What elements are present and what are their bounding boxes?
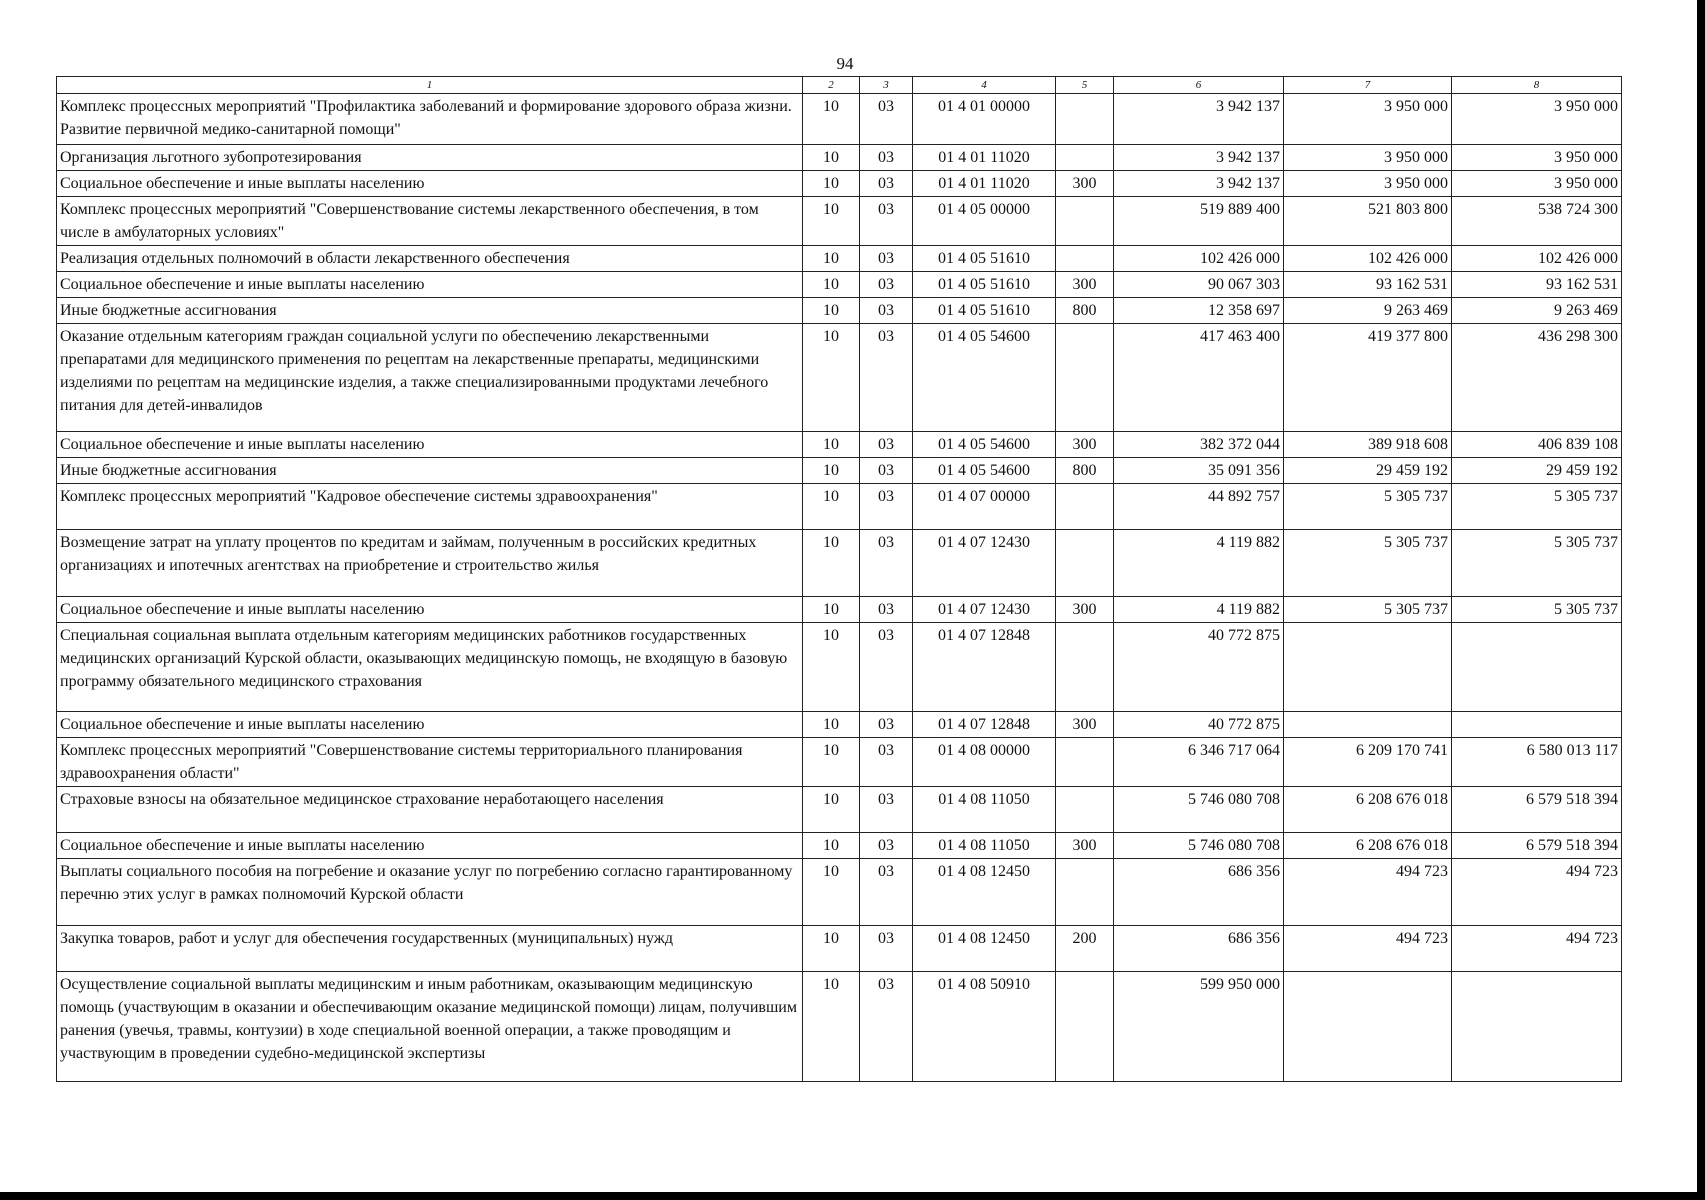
amount-year1-cell: 44 892 757	[1114, 484, 1284, 530]
amount-year3-cell: 494 723	[1452, 926, 1622, 972]
row-name-cell: Осуществление социальной выплаты медицинским и иным работникам, оказывающим медицинскую помощь (участвующим в оказании и обеспечивающим оказание медицинской помощи) лицам, получившим ранения (увечья, травмы, контузии) в ходе специальной военной операции, а также проводящим и участвующим в проведении судебно-медицинской экспертизы	[57, 972, 803, 1082]
column-number-cell: 1	[57, 77, 803, 94]
target-article-code-cell: 01 4 05 00000	[913, 197, 1056, 246]
expense-type-code-cell	[1056, 197, 1114, 246]
expense-type-code-cell: 800	[1056, 458, 1114, 484]
amount-year3-cell: 436 298 300	[1452, 324, 1622, 432]
table-row	[57, 484, 1622, 530]
table-row	[57, 298, 1622, 324]
amount-year2-cell: 93 162 531	[1284, 272, 1452, 298]
subsection-code-cell: 03	[860, 484, 913, 530]
subsection-code-cell: 03	[860, 738, 913, 787]
amount-year1-cell: 12 358 697	[1114, 298, 1284, 324]
amount-year3-cell: 29 459 192	[1452, 458, 1622, 484]
column-number-cell: 2	[803, 77, 860, 94]
amount-year3-cell: 494 723	[1452, 859, 1622, 926]
table-row	[57, 623, 1622, 712]
expense-type-code-cell	[1056, 94, 1114, 145]
amount-year2-cell	[1284, 972, 1452, 1082]
table-row	[57, 530, 1622, 597]
row-name-cell: Социальное обеспечение и иные выплаты населению	[57, 432, 803, 458]
amount-year2-cell: 3 950 000	[1284, 145, 1452, 171]
row-name-cell: Специальная социальная выплата отдельным категориям медицинских работников государственных медицинских организаций Курской области, оказывающих медицинскую помощь, не входящую в базовую программу обязательного медицинского страхования	[57, 623, 803, 712]
row-name-cell: Иные бюджетные ассигнования	[57, 298, 803, 324]
amount-year3-cell: 9 263 469	[1452, 298, 1622, 324]
row-name-cell: Оказание отдельным категориям граждан социальной услуги по обеспечению лекарственными препаратами для медицинского применения по рецептам на лекарственные препараты, медицинскими изделиями по рецептам на медицинские изделия, а также специализированными продуктами лечебного питания для детей-инвалидов	[57, 324, 803, 432]
column-number-cell: 8	[1452, 77, 1622, 94]
target-article-code-cell: 01 4 08 11050	[913, 787, 1056, 833]
amount-year3-cell: 93 162 531	[1452, 272, 1622, 298]
page-frame-right	[1697, 0, 1705, 1200]
section-code-cell: 10	[803, 712, 860, 738]
target-article-code-cell: 01 4 01 00000	[913, 94, 1056, 145]
table-row	[57, 738, 1622, 787]
target-article-code-cell: 01 4 08 12450	[913, 859, 1056, 926]
amount-year2-cell: 3 950 000	[1284, 94, 1452, 145]
row-name-cell: Социальное обеспечение и иные выплаты населению	[57, 171, 803, 197]
subsection-code-cell: 03	[860, 145, 913, 171]
target-article-code-cell: 01 4 08 11050	[913, 833, 1056, 859]
target-article-code-cell: 01 4 01 11020	[913, 171, 1056, 197]
row-name-cell: Комплекс процессных мероприятий "Профилактика заболеваний и формирование здорового образа жизни. Развитие первичной медико-санитарной помощи"	[57, 94, 803, 145]
subsection-code-cell: 03	[860, 298, 913, 324]
subsection-code-cell: 03	[860, 712, 913, 738]
section-code-cell: 10	[803, 171, 860, 197]
section-code-cell: 10	[803, 458, 860, 484]
section-code-cell: 10	[803, 926, 860, 972]
target-article-code-cell: 01 4 05 51610	[913, 298, 1056, 324]
amount-year3-cell: 3 950 000	[1452, 171, 1622, 197]
amount-year1-cell: 686 356	[1114, 859, 1284, 926]
amount-year2-cell: 5 305 737	[1284, 530, 1452, 597]
row-name-cell: Комплекс процессных мероприятий "Совершенствование системы территориального планирования здравоохранения области"	[57, 738, 803, 787]
section-code-cell: 10	[803, 298, 860, 324]
row-name-cell: Комплекс процессных мероприятий "Совершенствование системы лекарственного обеспечения, в том числе в амбулаторных условиях"	[57, 197, 803, 246]
target-article-code-cell: 01 4 01 11020	[913, 145, 1056, 171]
expense-type-code-cell	[1056, 530, 1114, 597]
page-frame-bottom	[0, 1192, 1705, 1200]
amount-year3-cell: 5 305 737	[1452, 530, 1622, 597]
amount-year3-cell: 3 950 000	[1452, 94, 1622, 145]
column-number-cell: 7	[1284, 77, 1452, 94]
expense-type-code-cell	[1056, 738, 1114, 787]
amount-year1-cell: 599 950 000	[1114, 972, 1284, 1082]
amount-year2-cell: 9 263 469	[1284, 298, 1452, 324]
target-article-code-cell: 01 4 07 12848	[913, 712, 1056, 738]
subsection-code-cell: 03	[860, 530, 913, 597]
expense-type-code-cell	[1056, 972, 1114, 1082]
table-row	[57, 324, 1622, 432]
section-code-cell: 10	[803, 197, 860, 246]
amount-year2-cell: 389 918 608	[1284, 432, 1452, 458]
table-row	[57, 597, 1622, 623]
row-name-cell: Социальное обеспечение и иные выплаты населению	[57, 712, 803, 738]
amount-year1-cell: 5 746 080 708	[1114, 833, 1284, 859]
section-code-cell: 10	[803, 432, 860, 458]
subsection-code-cell: 03	[860, 272, 913, 298]
section-code-cell: 10	[803, 324, 860, 432]
amount-year2-cell: 6 209 170 741	[1284, 738, 1452, 787]
amount-year3-cell: 5 305 737	[1452, 597, 1622, 623]
amount-year1-cell: 3 942 137	[1114, 171, 1284, 197]
section-code-cell: 10	[803, 530, 860, 597]
expense-type-code-cell	[1056, 484, 1114, 530]
table-row	[57, 972, 1622, 1082]
amount-year1-cell: 686 356	[1114, 926, 1284, 972]
row-name-cell: Возмещение затрат на уплату процентов по кредитам и займам, полученным в российских кредитных организациях и ипотечных агентствах на приобретение и строительство жилья	[57, 530, 803, 597]
expense-type-code-cell: 300	[1056, 171, 1114, 197]
amount-year3-cell: 6 579 518 394	[1452, 833, 1622, 859]
amount-year3-cell: 406 839 108	[1452, 432, 1622, 458]
column-number-cell: 4	[913, 77, 1056, 94]
table-row	[57, 94, 1622, 145]
amount-year2-cell: 5 305 737	[1284, 484, 1452, 530]
section-code-cell: 10	[803, 859, 860, 926]
subsection-code-cell: 03	[860, 171, 913, 197]
target-article-code-cell: 01 4 05 54600	[913, 432, 1056, 458]
row-name-cell: Иные бюджетные ассигнования	[57, 458, 803, 484]
expense-type-code-cell: 800	[1056, 298, 1114, 324]
amount-year2-cell: 494 723	[1284, 926, 1452, 972]
amount-year3-cell: 102 426 000	[1452, 246, 1622, 272]
page-number: 94	[836, 54, 854, 73]
subsection-code-cell: 03	[860, 324, 913, 432]
amount-year1-cell: 90 067 303	[1114, 272, 1284, 298]
row-name-cell: Закупка товаров, работ и услуг для обеспечения государственных (муниципальных) нужд	[57, 926, 803, 972]
amount-year1-cell: 4 119 882	[1114, 530, 1284, 597]
subsection-code-cell: 03	[860, 246, 913, 272]
amount-year1-cell: 417 463 400	[1114, 324, 1284, 432]
amount-year2-cell: 494 723	[1284, 859, 1452, 926]
table-row	[57, 712, 1622, 738]
table-row	[57, 145, 1622, 171]
table-row	[57, 458, 1622, 484]
section-code-cell: 10	[803, 145, 860, 171]
subsection-code-cell: 03	[860, 787, 913, 833]
amount-year3-cell: 3 950 000	[1452, 145, 1622, 171]
table-row	[57, 197, 1622, 246]
expense-type-code-cell: 300	[1056, 833, 1114, 859]
table-row	[57, 171, 1622, 197]
amount-year2-cell: 3 950 000	[1284, 171, 1452, 197]
section-code-cell: 10	[803, 597, 860, 623]
table-row	[57, 432, 1622, 458]
amount-year1-cell: 6 346 717 064	[1114, 738, 1284, 787]
amount-year3-cell: 6 580 013 117	[1452, 738, 1622, 787]
target-article-code-cell: 01 4 08 12450	[913, 926, 1056, 972]
amount-year1-cell: 102 426 000	[1114, 246, 1284, 272]
amount-year2-cell: 29 459 192	[1284, 458, 1452, 484]
amount-year2-cell: 521 803 800	[1284, 197, 1452, 246]
section-code-cell: 10	[803, 787, 860, 833]
row-name-cell: Комплекс процессных мероприятий "Кадровое обеспечение системы здравоохранения"	[57, 484, 803, 530]
amount-year2-cell: 5 305 737	[1284, 597, 1452, 623]
target-article-code-cell: 01 4 05 51610	[913, 272, 1056, 298]
column-number-cell: 5	[1056, 77, 1114, 94]
section-code-cell: 10	[803, 738, 860, 787]
row-name-cell: Социальное обеспечение и иные выплаты населению	[57, 833, 803, 859]
subsection-code-cell: 03	[860, 94, 913, 145]
expense-type-code-cell	[1056, 859, 1114, 926]
table-row	[57, 859, 1622, 926]
subsection-code-cell: 03	[860, 859, 913, 926]
section-code-cell: 10	[803, 972, 860, 1082]
target-article-code-cell: 01 4 05 54600	[913, 324, 1056, 432]
subsection-code-cell: 03	[860, 432, 913, 458]
section-code-cell: 10	[803, 484, 860, 530]
column-number-cell: 6	[1114, 77, 1284, 94]
amount-year2-cell	[1284, 712, 1452, 738]
amount-year1-cell: 35 091 356	[1114, 458, 1284, 484]
table-row	[57, 272, 1622, 298]
table-row	[57, 246, 1622, 272]
subsection-code-cell: 03	[860, 972, 913, 1082]
expense-type-code-cell	[1056, 246, 1114, 272]
amount-year3-cell: 538 724 300	[1452, 197, 1622, 246]
amount-year1-cell: 3 942 137	[1114, 94, 1284, 145]
expense-type-code-cell	[1056, 623, 1114, 712]
expense-type-code-cell: 200	[1056, 926, 1114, 972]
row-name-cell: Выплаты социального пособия на погребение и оказание услуг по погребению согласно гарантированному перечню этих услуг в рамках полномочий Курской области	[57, 859, 803, 926]
expense-type-code-cell: 300	[1056, 272, 1114, 298]
amount-year1-cell: 40 772 875	[1114, 712, 1284, 738]
row-name-cell: Социальное обеспечение и иные выплаты населению	[57, 597, 803, 623]
table-row	[57, 833, 1622, 859]
target-article-code-cell: 01 4 07 12848	[913, 623, 1056, 712]
amount-year2-cell: 102 426 000	[1284, 246, 1452, 272]
row-name-cell: Организация льготного зубопротезирования	[57, 145, 803, 171]
column-number-cell: 3	[860, 77, 913, 94]
budget-table	[56, 76, 1622, 1082]
subsection-code-cell: 03	[860, 458, 913, 484]
expense-type-code-cell	[1056, 787, 1114, 833]
subsection-code-cell: 03	[860, 926, 913, 972]
section-code-cell: 10	[803, 246, 860, 272]
target-article-code-cell: 01 4 05 54600	[913, 458, 1056, 484]
amount-year3-cell	[1452, 623, 1622, 712]
target-article-code-cell: 01 4 08 50910	[913, 972, 1056, 1082]
target-article-code-cell: 01 4 08 00000	[913, 738, 1056, 787]
column-number-row	[57, 77, 1622, 94]
subsection-code-cell: 03	[860, 597, 913, 623]
row-name-cell: Страховые взносы на обязательное медицинское страхование неработающего населения	[57, 787, 803, 833]
section-code-cell: 10	[803, 833, 860, 859]
expense-type-code-cell: 300	[1056, 432, 1114, 458]
subsection-code-cell: 03	[860, 623, 913, 712]
amount-year3-cell: 5 305 737	[1452, 484, 1622, 530]
section-code-cell: 10	[803, 272, 860, 298]
table-row	[57, 926, 1622, 972]
amount-year1-cell: 40 772 875	[1114, 623, 1284, 712]
expense-type-code-cell	[1056, 145, 1114, 171]
section-code-cell: 10	[803, 94, 860, 145]
amount-year3-cell: 6 579 518 394	[1452, 787, 1622, 833]
section-code-cell: 10	[803, 623, 860, 712]
target-article-code-cell: 01 4 07 00000	[913, 484, 1056, 530]
amount-year2-cell: 6 208 676 018	[1284, 833, 1452, 859]
amount-year1-cell: 3 942 137	[1114, 145, 1284, 171]
amount-year1-cell: 519 889 400	[1114, 197, 1284, 246]
amount-year2-cell: 6 208 676 018	[1284, 787, 1452, 833]
expense-type-code-cell: 300	[1056, 597, 1114, 623]
amount-year2-cell: 419 377 800	[1284, 324, 1452, 432]
table-row	[57, 787, 1622, 833]
amount-year1-cell: 4 119 882	[1114, 597, 1284, 623]
amount-year3-cell	[1452, 972, 1622, 1082]
target-article-code-cell: 01 4 07 12430	[913, 530, 1056, 597]
row-name-cell: Реализация отдельных полномочий в области лекарственного обеспечения	[57, 246, 803, 272]
amount-year2-cell	[1284, 623, 1452, 712]
expense-type-code-cell	[1056, 324, 1114, 432]
amount-year1-cell: 5 746 080 708	[1114, 787, 1284, 833]
expense-type-code-cell: 300	[1056, 712, 1114, 738]
amount-year1-cell: 382 372 044	[1114, 432, 1284, 458]
target-article-code-cell: 01 4 07 12430	[913, 597, 1056, 623]
target-article-code-cell: 01 4 05 51610	[913, 246, 1056, 272]
subsection-code-cell: 03	[860, 833, 913, 859]
row-name-cell: Социальное обеспечение и иные выплаты населению	[57, 272, 803, 298]
amount-year3-cell	[1452, 712, 1622, 738]
subsection-code-cell: 03	[860, 197, 913, 246]
